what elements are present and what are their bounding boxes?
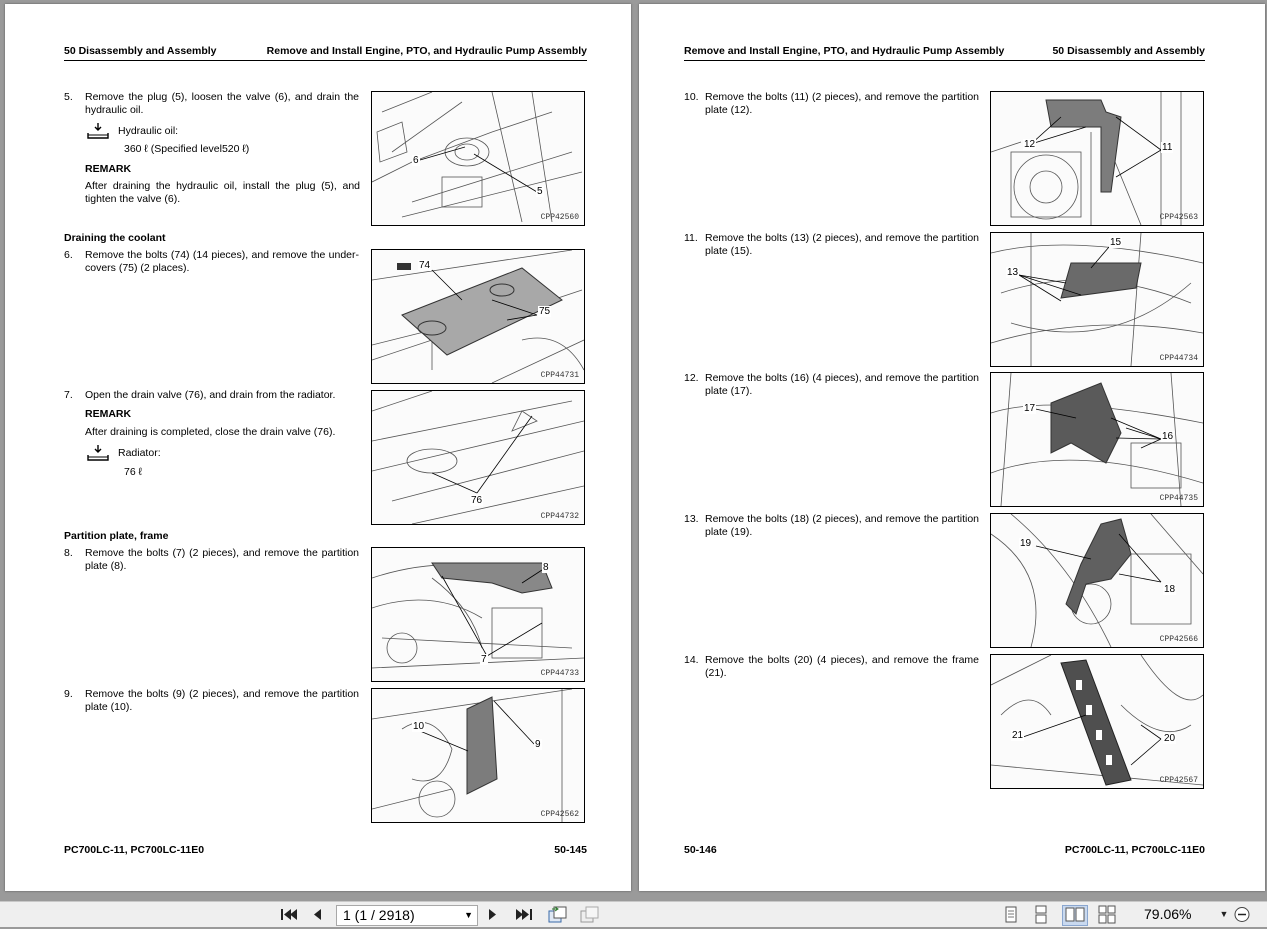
figure-partition-plate-12: [990, 91, 1204, 226]
viewer-toolbar: [0, 901, 1267, 927]
figure-partition-plate-17: [990, 372, 1204, 507]
radiator-value: 76 ℓ: [124, 466, 142, 478]
callout-label: 7: [481, 654, 487, 665]
callout-label: 11: [1162, 142, 1173, 153]
figure-code: CPP44731: [540, 371, 579, 380]
header-right: Remove and Install Engine, PTO, and Hydraulic Pump Assembly: [266, 45, 587, 57]
callout-label: 13: [1007, 267, 1019, 278]
step-text: Remove the bolts (20) (4 pieces), and remove the frame (21).: [705, 654, 979, 679]
header-left: 50 Disassembly and Assembly: [64, 45, 217, 57]
figure-code: CPP44733: [540, 669, 579, 678]
right-page: [639, 4, 1265, 891]
step-text: Remove the bolts (18) (2 pieces), and remove the partition plate (19).: [705, 513, 979, 538]
step-text: Remove the bolts (11) (2 pieces), and remove the partition plate (12).: [705, 91, 979, 116]
section-heading-coolant: Draining the coolant: [64, 232, 166, 244]
callout-label: 19: [1020, 538, 1032, 549]
page-header: [684, 42, 1205, 61]
page-number-field[interactable]: [336, 905, 478, 926]
figure-code: CPP44734: [1159, 354, 1198, 363]
figure-partition-plate-15: [990, 232, 1204, 367]
header-left: Remove and Install Engine, PTO, and Hydraulic Pump Assembly: [684, 45, 1005, 57]
remark-text: After draining the hydraulic oil, install the plug (5), and tighten the valve (6).: [85, 180, 360, 205]
figure-code: CPP42567: [1159, 776, 1198, 785]
step-number: 5.: [64, 91, 73, 103]
continuous-view-icon[interactable]: [1030, 905, 1052, 924]
step-number: 11.: [684, 232, 698, 244]
step-number: 10.: [684, 91, 699, 103]
callout-label: 16: [1162, 431, 1174, 442]
step-text: Remove the bolts (16) (4 pieces), and remove the partition plate (17).: [705, 372, 979, 397]
single-page-view-icon[interactable]: [1000, 905, 1022, 924]
chevron-down-icon[interactable]: ▼: [464, 910, 473, 920]
callout-label: 74: [419, 260, 431, 271]
page-header: [64, 42, 587, 61]
section-heading-partition: Partition plate, frame: [64, 530, 169, 542]
oil-label: Hydraulic oil:: [118, 125, 179, 137]
zoom-level[interactable]: 79.06%: [1144, 906, 1192, 922]
footer-right: PC700LC-11, PC700LC-11E0: [1064, 844, 1205, 856]
callout-label: 21: [1012, 730, 1024, 741]
step-number: 13.: [684, 513, 699, 525]
callout-label: 20: [1164, 733, 1176, 744]
figure-code: CPP42566: [1159, 635, 1198, 644]
step-text: Remove the bolts (74) (14 pieces), and remove the under-covers (75) (2 places).: [85, 249, 359, 274]
go-forward-view-icon[interactable]: [577, 905, 601, 924]
figure-partition-plate-8: [371, 547, 585, 682]
figure-code: CPP44735: [1159, 494, 1198, 503]
callout-label: 18: [1164, 584, 1176, 595]
continuous-facing-view-icon[interactable]: [1096, 905, 1118, 924]
callout-label: 5: [537, 186, 543, 197]
figure-code: CPP44732: [540, 512, 579, 521]
callout-label: 8: [543, 562, 549, 573]
callout-label: 9: [535, 739, 541, 750]
callout-label: 12: [1024, 139, 1036, 150]
facing-view-icon[interactable]: [1062, 905, 1088, 926]
callout-label: 75: [539, 306, 551, 317]
figure-undercovers: [371, 249, 585, 384]
remark-heading: REMARK: [85, 163, 132, 175]
step-number: 6.: [64, 249, 73, 261]
figure-partition-plate-19: [990, 513, 1204, 648]
callout-label: 10: [413, 721, 425, 732]
step-number: 8.: [64, 547, 73, 559]
prev-page-icon[interactable]: [308, 905, 326, 924]
next-page-icon[interactable]: [484, 905, 502, 924]
oil-value: 360 ℓ (Specified level520 ℓ): [124, 143, 250, 155]
remark-text: After draining is completed, close the drain valve (76).: [85, 426, 336, 438]
callout-label: 76: [471, 495, 483, 506]
figure-partition-plate-10: [371, 688, 585, 823]
zoom-out-icon[interactable]: [1232, 905, 1252, 924]
footer-right: 50-145: [554, 844, 587, 856]
last-page-icon[interactable]: [512, 905, 536, 924]
header-right: 50 Disassembly and Assembly: [1052, 45, 1205, 57]
step-number: 9.: [64, 688, 73, 700]
fluid-drain-icon: [85, 122, 111, 140]
step-text: Remove the bolts (7) (2 pieces), and remove the partition plate (8).: [85, 547, 359, 572]
go-back-view-icon[interactable]: [545, 905, 569, 924]
figure-code: CPP42562: [540, 810, 579, 819]
step-text: Remove the bolts (13) (2 pieces), and remove the partition plate (15).: [705, 232, 979, 257]
step-number: 14.: [684, 654, 699, 666]
step-text: Remove the plug (5), loosen the valve (6), and drain the hydraulic oil.: [85, 91, 359, 116]
step-text: Open the drain valve (76), and drain from the radiator.: [85, 389, 336, 401]
callout-label: 17: [1024, 403, 1036, 414]
footer-left: 50-146: [684, 844, 717, 856]
figure-radiator-drain: [371, 390, 585, 525]
first-page-icon[interactable]: [278, 905, 300, 924]
radiator-label: Radiator:: [118, 447, 161, 459]
fluid-drain-icon: [85, 444, 111, 462]
figure-code: CPP42560: [540, 213, 579, 222]
left-page: [5, 4, 631, 891]
step-number: 7.: [64, 389, 73, 401]
footer-left: PC700LC-11, PC700LC-11E0: [64, 844, 205, 856]
zoom-dropdown-chevron-down-icon[interactable]: ▼: [1219, 909, 1229, 919]
remark-heading: REMARK: [85, 408, 132, 420]
figure-code: CPP42563: [1159, 213, 1198, 222]
figure-frame-21: [990, 654, 1204, 789]
callout-label: 15: [1110, 237, 1122, 248]
page-number-value: 1 (1 / 2918): [343, 907, 415, 923]
figure-hydraulic-drain: [371, 91, 585, 226]
step-text: Remove the bolts (9) (2 pieces), and remove the partition plate (10).: [85, 688, 359, 713]
step-number: 12.: [684, 372, 699, 384]
callout-label: 6: [413, 155, 419, 166]
